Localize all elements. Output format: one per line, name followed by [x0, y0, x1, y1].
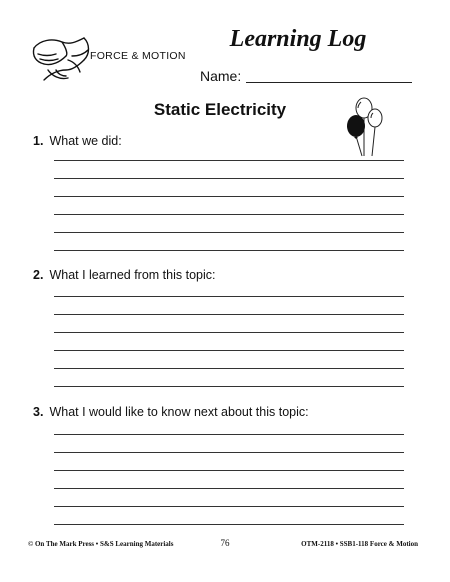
- question-number: 3.: [33, 405, 44, 419]
- answer-line[interactable]: [54, 250, 404, 251]
- footer-code: OTM-2118 • SSB1-118 Force & Motion: [301, 540, 418, 548]
- page-number: 76: [220, 538, 230, 548]
- question-3: [33, 405, 309, 419]
- answer-line[interactable]: [54, 470, 404, 471]
- question-text: What I would like to know next about this topic:: [49, 405, 309, 419]
- answer-line[interactable]: [54, 506, 404, 507]
- answer-line[interactable]: [54, 314, 404, 315]
- name-field-line[interactable]: [246, 82, 412, 83]
- question-number: 2.: [33, 268, 44, 282]
- answer-line[interactable]: [54, 296, 404, 297]
- answer-line[interactable]: [54, 350, 404, 351]
- answer-line[interactable]: [54, 434, 404, 435]
- answer-line[interactable]: [54, 488, 404, 489]
- answer-line[interactable]: [54, 452, 404, 453]
- answer-line[interactable]: [54, 524, 404, 525]
- question-number: 1.: [33, 134, 44, 148]
- question-1: [33, 134, 122, 148]
- answer-line[interactable]: [54, 178, 404, 179]
- page-title: Learning Log: [229, 26, 367, 52]
- question-2: [33, 268, 215, 282]
- answer-line[interactable]: [54, 160, 404, 161]
- topic-label: FORCE & MOTION: [90, 50, 186, 62]
- name-label: Name:: [200, 68, 242, 84]
- answer-line[interactable]: [54, 232, 404, 233]
- balloons-icon: [340, 96, 390, 162]
- footer-publisher: © On The Mark Press • S&S Learning Materials: [28, 540, 174, 548]
- answer-line[interactable]: [54, 386, 404, 387]
- answer-line[interactable]: [54, 196, 404, 197]
- answer-line[interactable]: [54, 368, 404, 369]
- question-text: What I learned from this topic:: [49, 268, 216, 282]
- worksheet-heading: Static Electricity: [153, 100, 287, 119]
- question-text: What we did:: [49, 134, 122, 148]
- answer-line[interactable]: [54, 332, 404, 333]
- answer-line[interactable]: [54, 214, 404, 215]
- hands-holding-icon: [26, 26, 96, 88]
